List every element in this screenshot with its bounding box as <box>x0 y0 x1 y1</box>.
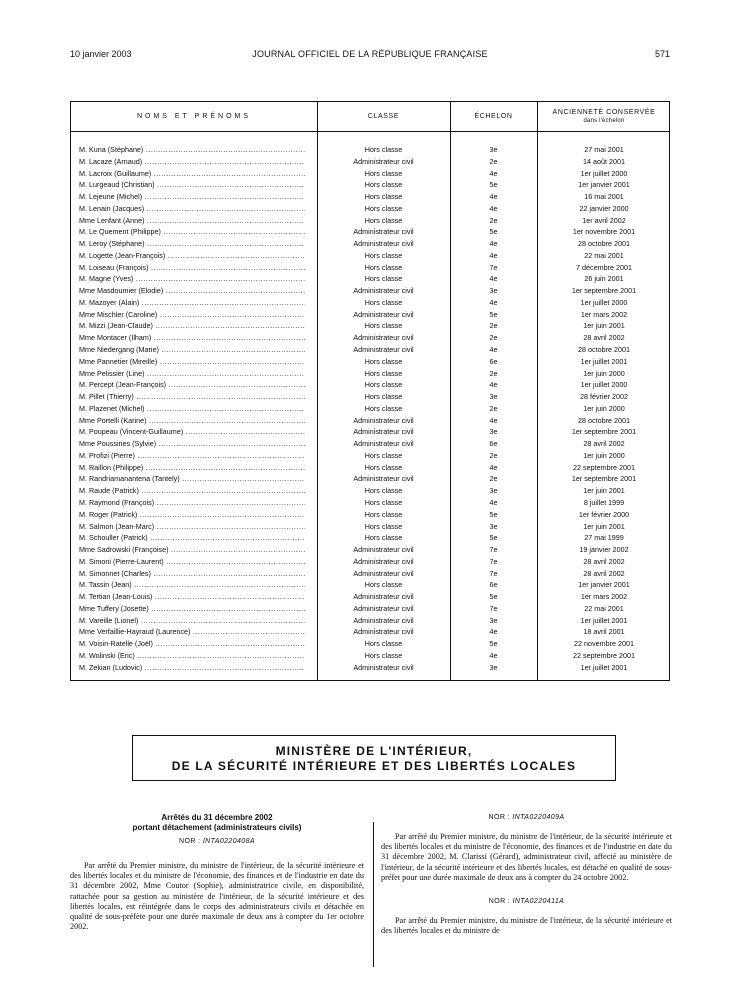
echelon-cell: 2e <box>489 368 498 378</box>
table-row <box>71 638 669 650</box>
classe-cell: Hors classe <box>364 639 403 649</box>
nor-reference <box>381 813 672 823</box>
table-row <box>71 426 669 438</box>
anciennete-cell: 1er novembre 2001 <box>572 227 636 237</box>
table-row <box>71 285 669 297</box>
person-name: M. Mazoyer (Alain) ..... <box>79 297 305 309</box>
anciennete-cell: 27 mai 2001 <box>584 145 624 154</box>
anciennete-cell: 1er mars 2002 <box>580 309 628 319</box>
anciennete-cell: 28 avril 2002 <box>583 439 625 449</box>
anciennete-label: ANCIENNETÉ CONSERVÉE <box>552 109 656 116</box>
anciennete-cell: 1er juillet 2000 <box>580 168 628 178</box>
article-paragraph: Par arrêté du Premier ministre, du ministre de l'intérieur, de la sécurité intérieure et des libertés locales et du ministre de l'économie, des finances et de l'industrie en date du 31 décembre 2002, Mme Coutor (Sophie), administratrice civile, en disponibilité, rattachée pour sa gestion au ministère de l'intérieur, de la sécurité intérieure et des libertés locales, est réintégrée dans le corps des administrateurs civils et détachée en qualité de sous-préfète pour une durée maximale de deux ans à compter du 1er octobre 2002. <box>70 861 364 932</box>
echelon-cell: 3e <box>489 286 498 296</box>
table-header <box>71 102 669 132</box>
classe-cell: Administrateur civil <box>353 415 414 425</box>
table-row <box>71 415 669 427</box>
table-row <box>71 532 669 544</box>
classe-cell: Hors classe <box>364 509 403 519</box>
table-row <box>71 179 669 191</box>
column-header-classe: CLASSE <box>367 113 400 120</box>
anciennete-cell: 27 mai 1999 <box>584 533 624 543</box>
echelon-cell: 4e <box>489 168 498 178</box>
classe-cell: Hors classe <box>364 192 403 202</box>
table-row <box>71 544 669 556</box>
classe-cell: Hors classe <box>364 462 403 472</box>
echelon-cell: 7e <box>489 545 498 555</box>
issue-date: 10 janvier 2003 <box>70 49 132 59</box>
anciennete-cell: 22 septembre 2001 <box>573 462 635 472</box>
classe-cell: Administrateur civil <box>353 556 414 566</box>
classe-cell: Administrateur civil <box>353 615 414 625</box>
echelon-cell: 6e <box>489 356 498 366</box>
echelon-cell: 3e <box>489 145 498 154</box>
echelon-cell: 4e <box>489 239 498 249</box>
echelon-cell: 2e <box>489 403 498 413</box>
table-row <box>71 497 669 509</box>
echelon-cell: 4e <box>489 627 498 637</box>
table-row <box>71 650 669 662</box>
anciennete-cell: 19 janvier 2002 <box>579 545 629 555</box>
table-row <box>71 309 669 321</box>
classe-cell: Administrateur civil <box>353 545 414 555</box>
anciennete-cell: 1er mars 2002 <box>580 592 628 602</box>
echelon-cell: 3e <box>489 392 498 402</box>
person-name: M. Le Quement (Philippe) ..... <box>79 226 305 238</box>
nor-label: NOR : <box>488 898 513 906</box>
table-row <box>71 215 669 227</box>
person-name: M. Lacaze (Arnaud) ..... <box>79 156 305 168</box>
person-name: M. Lenain (Jacques) ..... <box>79 203 305 215</box>
echelon-cell: 2e <box>489 156 498 166</box>
table-row <box>71 485 669 497</box>
anciennete-cell: 28 avril 2002 <box>583 333 625 343</box>
person-name: Mme Niedergang (Marie) ..... <box>79 344 305 356</box>
table-row <box>71 203 669 215</box>
person-name: M. Mizzi (Jean-Claude) ..... <box>79 320 305 332</box>
person-name: Mme Montacer (Ilham) ..... <box>79 332 305 344</box>
anciennete-cell: 22 mai 2001 <box>584 603 624 613</box>
ministry-line-2: DE LA SÉCURITÉ INTÉRIEURE ET DES LIBERTÉS LOCALES <box>171 759 577 773</box>
echelon-cell: 5e <box>489 639 498 649</box>
anciennete-cell: 1er juillet 2000 <box>580 380 628 390</box>
table-row <box>71 473 669 485</box>
echelon-cell: 5e <box>489 227 498 237</box>
person-name: Mme Mischler (Caroline) ..... <box>79 309 305 321</box>
echelon-cell: 3e <box>489 662 498 672</box>
person-name: M. Logette (Jean-François) ..... <box>79 250 305 262</box>
person-name: M. Tassin (Jean) ..... <box>79 579 305 591</box>
anciennete-sublabel: dans l'échelon <box>583 118 625 124</box>
table-row <box>71 356 669 368</box>
nor-reference <box>381 897 672 907</box>
person-name: M. Raymond (François) ..... <box>79 497 305 509</box>
anciennete-cell: 1er avril 2002 <box>582 215 626 225</box>
classe-cell: Administrateur civil <box>353 662 414 672</box>
classe-cell: Hors classe <box>364 650 403 660</box>
left-article <box>70 813 364 932</box>
classe-cell: Hors classe <box>364 380 403 390</box>
table-row <box>71 379 669 391</box>
right-article <box>381 813 672 936</box>
echelon-cell: 2e <box>489 474 498 484</box>
classe-cell: Hors classe <box>364 250 403 260</box>
classe-cell: Administrateur civil <box>353 309 414 319</box>
page-header <box>70 49 670 63</box>
nor-label: NOR : <box>488 814 513 821</box>
person-name: M. Simoni (Pierre-Laurent) ..... <box>79 556 305 568</box>
person-name: Mme Tuffery (Josette) ..... <box>79 603 305 615</box>
person-name: M. Kuna (Stéphane) ..... <box>79 144 305 156</box>
classe-cell: Hors classe <box>364 321 403 331</box>
classe-cell: Hors classe <box>364 403 403 413</box>
nor-code: INTA0220411A <box>512 898 565 906</box>
column-header-names: NOMS ET PRÉNOMS <box>136 113 252 120</box>
anciennete-cell: 22 novembre 2001 <box>574 639 634 649</box>
echelon-cell: 7e <box>489 568 498 578</box>
table-row <box>71 615 669 627</box>
classe-cell: Administrateur civil <box>353 603 414 613</box>
table-row <box>71 168 669 180</box>
table-row <box>71 556 669 568</box>
table-row <box>71 591 669 603</box>
anciennete-cell: 16 mai 2001 <box>584 192 624 202</box>
classe-cell: Administrateur civil <box>353 286 414 296</box>
person-name: Mme Pannetier (Mireille) ..... <box>79 356 305 368</box>
anciennete-cell: 1er septembre 2001 <box>571 427 637 437</box>
classe-cell: Hors classe <box>364 145 403 154</box>
classe-cell: Hors classe <box>364 533 403 543</box>
nor-reference <box>70 837 364 847</box>
person-name: M. Zekian (Ludovic) ..... <box>79 662 305 674</box>
classe-cell: Administrateur civil <box>353 333 414 343</box>
table-row <box>71 662 669 674</box>
echelon-cell: 4e <box>489 415 498 425</box>
person-name: M. Schouller (Patrick) ..... <box>79 532 305 544</box>
table-row <box>71 156 669 168</box>
classe-cell: Hors classe <box>364 262 403 272</box>
person-name: M. Profizi (Pierre) ..... <box>79 450 305 462</box>
anciennete-cell: 1er février 2000 <box>578 509 630 519</box>
echelon-cell: 7e <box>489 262 498 272</box>
classe-cell: Hors classe <box>364 486 403 496</box>
anciennete-cell: 28 février 2002 <box>580 392 628 402</box>
person-name: Mme Lenfant (Anne) ..... <box>79 215 305 227</box>
anciennete-cell: 26 juin 2001 <box>584 274 624 284</box>
echelon-cell: 4e <box>489 380 498 390</box>
person-name: Mme Pelissier (Line) ..... <box>79 368 305 380</box>
nor-code: INTA0220408A <box>202 838 255 845</box>
person-name: M. Magne (Yves) ..... <box>79 273 305 285</box>
classe-cell: Hors classe <box>364 356 403 366</box>
anciennete-cell: 1er juin 2001 <box>583 521 625 531</box>
person-name: M. Lurgeaud (Christian) ..... <box>79 179 305 191</box>
column-header-echelon: ÉCHELON <box>474 113 513 120</box>
table-row <box>71 391 669 403</box>
ministry-line-1: MINISTÈRE DE L'INTÉRIEUR, <box>275 744 473 758</box>
table-row <box>71 368 669 380</box>
table-row <box>71 579 669 591</box>
classe-cell: Administrateur civil <box>353 439 414 449</box>
echelon-cell: 5e <box>489 180 498 190</box>
person-name: M. Simonnet (Charles) ..... <box>79 568 305 580</box>
echelon-cell: 7e <box>489 556 498 566</box>
person-name: Mme Sadrowski (Françoise) ..... <box>79 544 305 556</box>
table-row <box>71 438 669 450</box>
classe-cell: Administrateur civil <box>353 227 414 237</box>
table-row <box>71 262 669 274</box>
table-row <box>71 462 669 474</box>
person-name: M. Pillet (Thierry) ..... <box>79 391 305 403</box>
classe-cell: Administrateur civil <box>353 592 414 602</box>
anciennete-cell: 18 avril 2001 <box>583 627 625 637</box>
classe-cell: Administrateur civil <box>353 627 414 637</box>
anciennete-cell: 1er juin 2000 <box>583 450 625 460</box>
article-title-subject: portant détachement (administrateurs civils) <box>132 823 302 832</box>
person-name: M. Tertian (Jean-Louis) ..... <box>79 591 305 603</box>
anciennete-cell: 1er juillet 2000 <box>580 297 628 307</box>
person-name: M. Lejeune (Michel) ..... <box>79 191 305 203</box>
article-paragraph: Par arrêté du Premier ministre, du ministre de l'intérieur, de la sécurité intérieure et des libertés locales et du ministre de <box>381 916 672 936</box>
journal-title: JOURNAL OFFICIEL DE LA RÉPUBLIQUE FRANÇAISE <box>252 49 488 59</box>
classe-cell: Hors classe <box>364 180 403 190</box>
classe-cell: Administrateur civil <box>353 427 414 437</box>
classe-cell: Hors classe <box>364 497 403 507</box>
echelon-cell: 4e <box>489 345 498 355</box>
echelon-cell: 4e <box>489 497 498 507</box>
table-row <box>71 521 669 533</box>
classe-cell: Hors classe <box>364 521 403 531</box>
echelon-cell: 5e <box>489 509 498 519</box>
anciennete-cell: 1er janvier 2001 <box>578 180 630 190</box>
echelon-cell: 4e <box>489 250 498 260</box>
anciennete-cell: 22 septembre 2001 <box>573 650 635 660</box>
classe-cell: Hors classe <box>364 203 403 213</box>
echelon-cell: 6e <box>489 580 498 590</box>
page-number: 571 <box>654 49 670 59</box>
person-name: M. Wolinski (Eric) ..... <box>79 650 305 662</box>
echelon-cell: 2e <box>489 215 498 225</box>
person-name: Mme Portelli (Karine) ..... <box>79 415 305 427</box>
person-name: M. Raude (Patrick) ..... <box>79 485 305 497</box>
echelon-cell: 3e <box>489 427 498 437</box>
classe-cell: Hors classe <box>364 450 403 460</box>
table-row <box>71 344 669 356</box>
person-name: M. Randriamanantena (Tantely) ..... <box>79 473 305 485</box>
anciennete-cell: 7 décembre 2001 <box>576 262 632 272</box>
person-name: Mme Masdoumier (Elodie) ..... <box>79 285 305 297</box>
anciennete-cell: 1er septembre 2001 <box>571 474 637 484</box>
anciennete-cell: 1er juin 2001 <box>583 321 625 331</box>
anciennete-cell: 28 octobre 2001 <box>578 239 630 249</box>
echelon-cell: 2e <box>489 450 498 460</box>
person-name: Mme Poussines (Sylvie) ..... <box>79 438 305 450</box>
classe-cell: Administrateur civil <box>353 474 414 484</box>
classe-cell: Hors classe <box>364 392 403 402</box>
anciennete-cell: 1er juin 2000 <box>583 368 625 378</box>
table-row <box>71 320 669 332</box>
table-row <box>71 603 669 615</box>
anciennete-cell: 22 janvier 2000 <box>579 203 629 213</box>
echelon-cell: 5e <box>489 533 498 543</box>
table-row <box>71 144 669 156</box>
person-name: M. Voisin-Ratelle (Joël) ..... <box>79 638 305 650</box>
anciennete-cell: 1er juin 2001 <box>583 486 625 496</box>
anciennete-cell: 28 octobre 2001 <box>578 345 630 355</box>
table-row <box>71 568 669 580</box>
person-name: M. Lacroix (Guillaume) ..... <box>79 168 305 180</box>
table-row <box>71 509 669 521</box>
echelon-cell: 4e <box>489 192 498 202</box>
echelon-cell: 4e <box>489 650 498 660</box>
table-row <box>71 332 669 344</box>
classe-cell: Hors classe <box>364 215 403 225</box>
classe-cell: Hors classe <box>364 168 403 178</box>
table-row <box>71 626 669 638</box>
column-header-anciennete <box>537 102 671 132</box>
ministry-heading <box>132 735 616 781</box>
nor-label: NOR : <box>179 838 203 845</box>
classe-cell: Administrateur civil <box>353 568 414 578</box>
echelon-cell: 5e <box>489 592 498 602</box>
person-name: M. Leroy (Stéphane) ..... <box>79 238 305 250</box>
person-name: M. Salmon (Jean-Marc) ..... <box>79 521 305 533</box>
echelon-cell: 2e <box>489 321 498 331</box>
echelon-cell: 3e <box>489 486 498 496</box>
classe-cell: Administrateur civil <box>353 239 414 249</box>
table-row <box>71 250 669 262</box>
person-name: M. Loiseau (François) ..... <box>79 262 305 274</box>
person-name: M. Poupeau (Vincent-Guillaume) ..... <box>79 426 305 438</box>
anciennete-cell: 22 mai 2001 <box>584 250 624 260</box>
echelon-cell: 3e <box>489 521 498 531</box>
table-row <box>71 238 669 250</box>
personnel-table <box>70 101 670 681</box>
table-row <box>71 226 669 238</box>
table-row <box>71 297 669 309</box>
classe-cell: Hors classe <box>364 368 403 378</box>
anciennete-cell: 8 juillet 1999 <box>583 497 625 507</box>
echelon-cell: 4e <box>489 203 498 213</box>
echelon-cell: 4e <box>489 274 498 284</box>
article-title-date: Arrêtés du 31 décembre 2002 <box>161 813 273 822</box>
classe-cell: Hors classe <box>364 297 403 307</box>
anciennete-cell: 1er juillet 2001 <box>580 662 628 672</box>
person-name: M. Roger (Patrick) ..... <box>79 509 305 521</box>
anciennete-cell: 1er juin 2000 <box>583 403 625 413</box>
anciennete-cell: 28 octobre 2001 <box>578 415 630 425</box>
classe-cell: Hors classe <box>364 580 403 590</box>
table-row <box>71 450 669 462</box>
table-row <box>71 273 669 285</box>
nor-code: INTA0220409A <box>512 814 565 821</box>
echelon-cell: 5e <box>489 309 498 319</box>
table-row <box>71 191 669 203</box>
classe-cell: Administrateur civil <box>353 156 414 166</box>
column-separator <box>373 822 374 967</box>
person-name: M. Plazenet (Michel) ..... <box>79 403 305 415</box>
article-paragraph: Par arrêté du Premier ministre, du ministre de l'intérieur, de la sécurité intérieure et des libertés locales et du ministre de l'économie, des finances et de l'industrie en date du 31 décembre 2002, M. Clarissi (Gérard), administrateur civil, affecté au ministère de l'intérieur, de la sécurité intérieure et des libertés locales, est détaché en qualité de sous-préfet pour une durée maximale de deux ans à compter du 24 octobre 2002. <box>381 832 672 882</box>
anciennete-cell: 1er septembre 2001 <box>571 286 637 296</box>
anciennete-cell: 1er janvier 2001 <box>578 580 630 590</box>
echelon-cell: 3e <box>489 615 498 625</box>
anciennete-cell: 14 août 2001 <box>583 156 625 166</box>
echelon-cell: 4e <box>489 297 498 307</box>
echelon-cell: 4e <box>489 462 498 472</box>
person-name: M. Percept (Jean-François) ..... <box>79 379 305 391</box>
person-name: Mme Verfaillie-Hayraud (Laurence) ..... <box>79 626 305 638</box>
anciennete-cell: 28 avril 2002 <box>583 568 625 578</box>
classe-cell: Hors classe <box>364 274 403 284</box>
echelon-cell: 7e <box>489 603 498 613</box>
table-body <box>71 144 669 673</box>
anciennete-cell: 1er juillet 2001 <box>580 615 628 625</box>
classe-cell: Administrateur civil <box>353 345 414 355</box>
person-name: M. Vareille (Lionel) ..... <box>79 615 305 627</box>
table-row <box>71 403 669 415</box>
anciennete-cell: 28 avril 2002 <box>583 556 625 566</box>
echelon-cell: 6e <box>489 439 498 449</box>
echelon-cell: 2e <box>489 333 498 343</box>
person-name: M. Raillon (Philippe) ..... <box>79 462 305 474</box>
anciennete-cell: 1er juillet 2001 <box>580 356 628 366</box>
